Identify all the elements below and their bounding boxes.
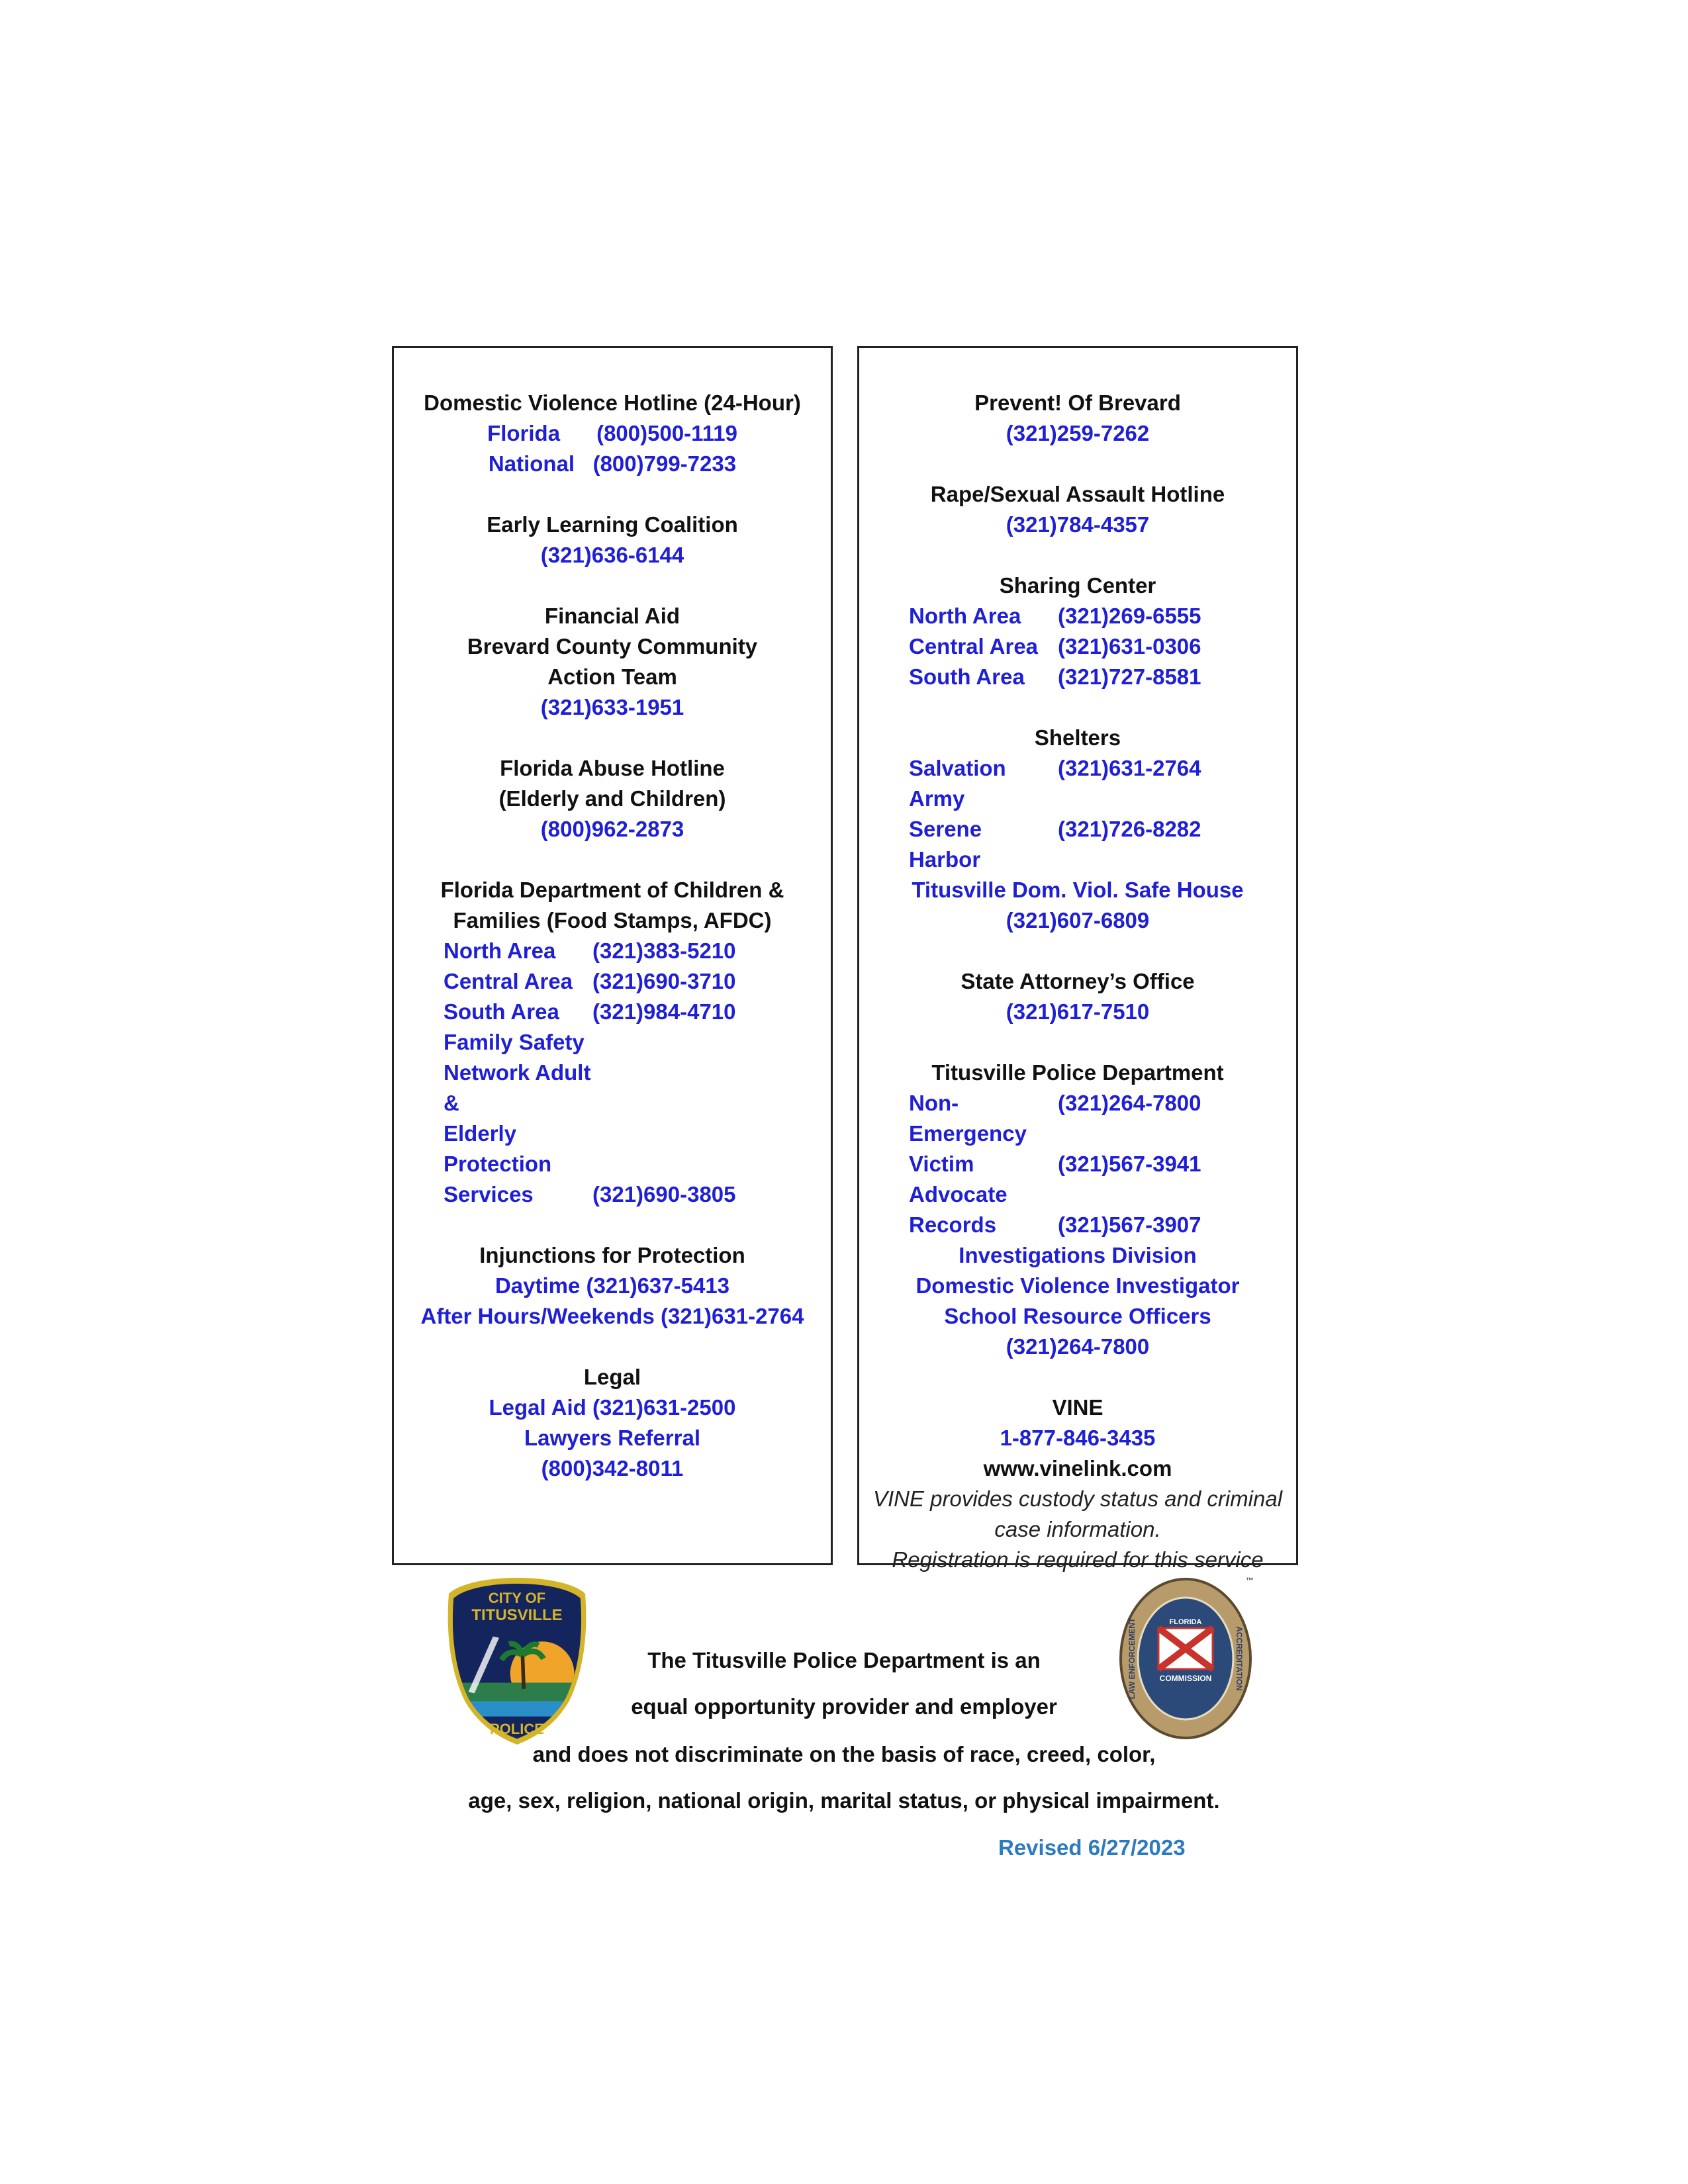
footer-line-2: equal opportunity provider and employer bbox=[631, 1694, 1057, 1719]
svg-text:FLORIDA: FLORIDA bbox=[1169, 1618, 1202, 1626]
sharing-center-phone: (321)269-6555 bbox=[1058, 604, 1201, 628]
dcf-row-label: Services bbox=[444, 1182, 534, 1206]
abuse-hotline-section bbox=[394, 753, 831, 844]
early-learning-phone: (321)636-6144 bbox=[540, 543, 684, 567]
tpd-row-label: Records bbox=[909, 1212, 997, 1237]
prevent-phone: (321)259-7262 bbox=[1006, 421, 1150, 445]
dcf-row-phone bbox=[592, 1027, 831, 1058]
financial-aid-title: Financial Aid bbox=[544, 604, 680, 628]
dcf-row-phone bbox=[592, 1058, 831, 1118]
shelters-row bbox=[859, 753, 1296, 814]
dcf-title-line1: Florida Department of Children & bbox=[440, 878, 784, 902]
rape-hotline-title: Rape/Sexual Assault Hotline bbox=[930, 482, 1225, 506]
dcf-row-label: Elderly Protection bbox=[444, 1121, 552, 1176]
injunctions-title: Injunctions for Protection bbox=[479, 1243, 745, 1267]
sharing-center-title: Sharing Center bbox=[999, 573, 1156, 598]
dcf-row bbox=[394, 1027, 831, 1058]
dcf-row-phone: (321)690-3805 bbox=[592, 1182, 736, 1206]
injunctions-after-hours: After Hours/Weekends (321)631-2764 bbox=[420, 1304, 804, 1328]
revised-date: Revised 6/27/2023 bbox=[998, 1835, 1186, 1860]
tpd-title: Titusville Police Department bbox=[931, 1060, 1224, 1085]
sharing-center-label: South Area bbox=[909, 664, 1025, 689]
shelters-label: Serene Harbor bbox=[909, 817, 982, 872]
dcf-row-label: South Area bbox=[444, 999, 559, 1024]
dcf-row bbox=[394, 966, 831, 997]
dcf-row-phone bbox=[592, 1118, 831, 1179]
state-attorney-section bbox=[859, 966, 1296, 1027]
sharing-center-phone: (321)631-0306 bbox=[1058, 634, 1201, 659]
dcf-row bbox=[394, 1179, 831, 1210]
tpd-dv-investigator: Domestic Violence Investigator bbox=[915, 1273, 1240, 1298]
svg-text:POLICE: POLICE bbox=[490, 1721, 544, 1737]
dcf-title-line2: Families (Food Stamps, AFDC) bbox=[453, 908, 772, 933]
sharing-center-label: Central Area bbox=[909, 634, 1039, 659]
legal-title: Legal bbox=[583, 1365, 641, 1389]
early-learning-title: Early Learning Coalition bbox=[487, 512, 738, 537]
vine-title: VINE bbox=[1052, 1395, 1103, 1420]
tpd-row-label: Non-Emergency bbox=[909, 1091, 1027, 1146]
svg-text:COMMISSION: COMMISSION bbox=[1159, 1674, 1212, 1683]
tpd-row-phone: (321)567-3941 bbox=[1058, 1152, 1201, 1176]
sharing-center-phone: (321)727-8581 bbox=[1058, 664, 1201, 689]
vine-note-line3: Registration is required for this service bbox=[892, 1547, 1264, 1572]
vine-website: www.vinelink.com bbox=[983, 1456, 1172, 1480]
safe-house-phone: (321)607-6809 bbox=[1006, 908, 1150, 933]
svg-text:TITUSVILLE: TITUSVILLE bbox=[471, 1606, 563, 1624]
dcf-row-label: Network Adult & bbox=[444, 1060, 591, 1115]
legal-section bbox=[394, 1362, 831, 1484]
tpd-row-phone: (321)567-3907 bbox=[1058, 1212, 1201, 1237]
prevent-title: Prevent! Of Brevard bbox=[974, 390, 1181, 415]
abuse-hotline-title: Florida Abuse Hotline bbox=[500, 756, 725, 780]
tpd-row bbox=[859, 1149, 1296, 1210]
svg-text:LAW ENFORCEMENT: LAW ENFORCEMENT bbox=[1127, 1617, 1137, 1700]
dcf-row bbox=[394, 1058, 831, 1118]
tpd-row-phone: (321)264-7800 bbox=[1058, 1091, 1201, 1115]
dv-hotline-section bbox=[394, 388, 831, 479]
financial-aid-org-line2: Action Team bbox=[547, 664, 677, 689]
shelters-title: Shelters bbox=[1034, 725, 1121, 750]
abuse-hotline-subtitle: (Elderly and Children) bbox=[498, 786, 726, 811]
rape-hotline-section bbox=[859, 479, 1296, 540]
sharing-center-row bbox=[859, 601, 1296, 631]
vine-note-line2: case information. bbox=[994, 1517, 1161, 1541]
footer-line-4: age, sex, religion, national origin, marital status, or physical impairment. bbox=[468, 1788, 1220, 1813]
financial-aid-section bbox=[394, 601, 831, 723]
dcf-row-label: Family Safety bbox=[444, 1030, 585, 1054]
dcf-section bbox=[394, 875, 831, 1210]
dcf-row-label: Central Area bbox=[444, 969, 573, 993]
dcf-row bbox=[394, 936, 831, 966]
vine-section bbox=[859, 1392, 1296, 1575]
dcf-row-phone: (321)984-4710 bbox=[592, 999, 736, 1024]
dcf-row-phone: (321)383-5210 bbox=[592, 938, 736, 963]
sharing-center-row bbox=[859, 631, 1296, 662]
tpd-phone: (321)264-7800 bbox=[1006, 1334, 1150, 1359]
shelters-section bbox=[859, 723, 1296, 936]
financial-aid-org-line1: Brevard County Community bbox=[467, 634, 758, 659]
right-resource-panel bbox=[857, 346, 1298, 1572]
state-attorney-title: State Attorney’s Office bbox=[961, 969, 1195, 993]
tpd-school-resource: School Resource Officers bbox=[944, 1304, 1211, 1328]
tpd-row bbox=[859, 1210, 1296, 1240]
tpd-investigations: Investigations Division bbox=[959, 1243, 1197, 1267]
svg-text:ACCREDITATION: ACCREDITATION bbox=[1235, 1626, 1244, 1691]
footer-line-3: and does not discriminate on the basis of race, creed, color, bbox=[532, 1742, 1156, 1766]
left-resource-panel bbox=[392, 346, 833, 1565]
rape-hotline-phone: (321)784-4357 bbox=[1006, 512, 1150, 537]
footer-line-1: The Titusville Police Department is an bbox=[647, 1648, 1041, 1672]
lawyers-referral-phone: (800)342-8011 bbox=[541, 1456, 684, 1480]
shelters-label: Salvation Army bbox=[909, 756, 1006, 811]
tpd-row bbox=[859, 1088, 1296, 1149]
shelters-phone: (321)631-2764 bbox=[1058, 756, 1201, 780]
abuse-hotline-phone: (800)962-2873 bbox=[540, 817, 684, 841]
dcf-row bbox=[394, 997, 831, 1027]
shelters-phone: (321)726-8282 bbox=[1058, 817, 1201, 841]
sharing-center-label: North Area bbox=[909, 604, 1021, 628]
dcf-row-label: North Area bbox=[444, 938, 556, 963]
svg-text:™: ™ bbox=[1246, 1576, 1254, 1585]
dcf-row bbox=[394, 1118, 831, 1179]
lawyers-referral: Lawyers Referral bbox=[524, 1426, 700, 1450]
early-learning-section bbox=[394, 510, 831, 570]
prevent-section bbox=[859, 388, 1296, 449]
sharing-center-row bbox=[859, 662, 1296, 692]
safe-house-name: Titusville Dom. Viol. Safe House bbox=[912, 878, 1244, 902]
injunctions-daytime: Daytime (321)637-5413 bbox=[494, 1273, 730, 1298]
tpd-section bbox=[859, 1058, 1296, 1362]
state-attorney-phone: (321)617-7510 bbox=[1006, 999, 1150, 1024]
dv-hotline-florida: Florida (800)500-1119 bbox=[487, 421, 737, 445]
vine-note-line1: VINE provides custody status and criminal bbox=[872, 1486, 1283, 1511]
sharing-center-section bbox=[859, 570, 1296, 692]
vine-phone: 1-877-846-3435 bbox=[1000, 1426, 1156, 1450]
tpd-row-label: Victim Advocate bbox=[909, 1152, 1008, 1206]
financial-aid-phone: (321)633-1951 bbox=[540, 695, 684, 719]
dv-hotline-title: Domestic Violence Hotline (24-Hour) bbox=[424, 390, 801, 415]
shelters-row bbox=[859, 814, 1296, 875]
dv-hotline-national: National (800)799-7233 bbox=[488, 451, 737, 476]
dcf-row-phone: (321)690-3710 bbox=[592, 969, 736, 993]
svg-text:CITY OF: CITY OF bbox=[488, 1590, 546, 1606]
legal-aid: Legal Aid (321)631-2500 bbox=[489, 1395, 736, 1420]
injunctions-section bbox=[394, 1240, 831, 1332]
